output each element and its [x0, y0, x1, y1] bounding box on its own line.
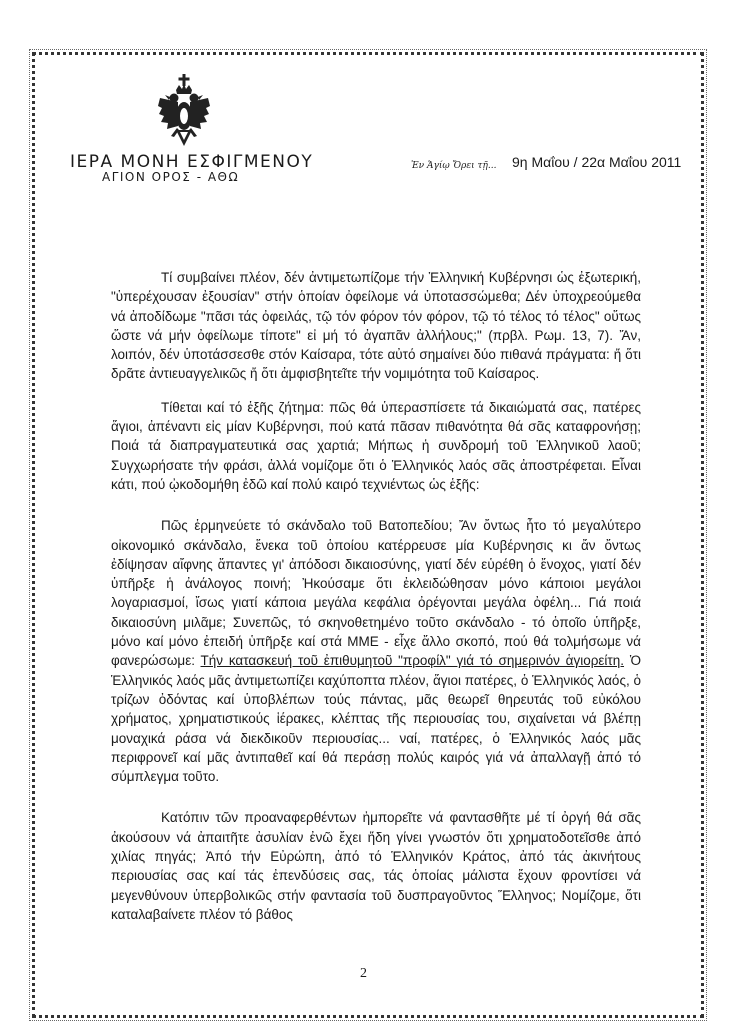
paragraph-3-text: Πῶς ἑρμηνεύετε τό σκάνδαλο τοῦ Βατοπεδίου; Ἄν ὄντως ἦτο τό μεγαλύτερο οἰκονομικό σκάνδαλο, ἕνεκα τοῦ ὁποίου κατέρρευσε μία Κυβέρνησις κι ἄν ὄντως ἐδίψησαν αἴφνης ἅπαντες γι' ἀπόδοσι δικαιοσύνης, γιατί δέν εὑρέθη ὁ ἔνοχος, γιατί δέν ὑπῆρξε ἡ ἀνάλογος ποινή; Ἠκούσαμε ὅτι ἐκλειδώθησαν μόνο κάποιοι μεγάλοι λογαριασμοί, ἴσως γιατί κάποια μεγάλα κεφάλια ὀρέγονται μεγάλα ὀφέλη... Γιά ποιά δικαιοσύνη μιλᾶμε; Συνεπῶς, τό σκηνοθετημένο τοῦτο σκάνδαλο - τό ὁποῖο ὑπῆρξε, μόνο καί μόνο ἐπειδή ὑπῆρξε καί στά ΜΜΕ - εἶχε ἄλλο σκοπό, πού θά τολμήσωμε νά φανερώσωμε: — [111, 518, 641, 669]
page-number: 2 — [360, 966, 367, 981]
letter-body — [111, 268, 641, 938]
date-prefix: Ἐν Ἁγίῳ Ὄρει τῇ... — [411, 161, 497, 171]
letter-date: 9η Μαΐου / 22α Μαΐου 2011 — [512, 154, 682, 170]
paragraph-3-continued: Ὁ Ἑλληνικός λαός μᾶς ἀντιμετωπίζει καχύποπτα πλέον, ἅγιοι πατέρες, ὁ Ἑλληνικός λαός, ὁ τρίζων ὀδόντας καί ὑποβλέπων τούς πάντας, μᾶς θεωρεῖ θηρευτάς τοῦ εὐκόλου χρήματος, χρηματιστικούς ἱέρακες, κλέπτας τῆς περιουσίας του, σιχαίνεται νά βλέπῃ μοναχικά ράσα νά διεκδικοῦν περιουσίας... ναί, πατέρες, ὁ Ἑλληνικός λαός μᾶς περιφρονεῖ καί μᾶς ἀντιπαθεῖ καί θά περάσῃ πολύς καιρός γιά νά ἀπαλλαγῇ ἀπό τό σύμπλεγμα τοῦτο. — [111, 653, 641, 785]
double-headed-eagle-emblem — [156, 72, 212, 152]
underlined-statement: Τήν κατασκευή τοῦ ἐπιθυμητοῦ "προφίλ" γιά τό σημερινόν ἁγιορείτη. — [200, 653, 625, 669]
monastery-location: ΑΓΙΟΝ ΟΡΟΣ - ΑΘΩ — [102, 170, 240, 184]
paragraph-3 — [111, 516, 641, 786]
paragraph-4: Κατόπιν τῶν προαναφερθέντων ἠμπορεῖτε νά φαντασθῆτε μέ τί ὀργή θά σᾶς ἀκούσουν νά ἀπαιτῆτε ἀσυλίαν ἐνῶ ἔχει ἤδη γίνει γνωστόν ὅτι χρηματοδοτεῖσθε ἀπό χιλίας πηγάς; Ἀπό τήν Εὐρώπη, ἀπό τό Ἑλληνικόν Κράτος, ἀπό τάς ἀκινήτους περιουσίας σας καί τάς ἐπενδύσεις σας, τάς ὁποίας μάλιστα ἔχουν φροντίσει νά μεγενθύνουν ὑπερβολικῶς στήν φαντασία τοῦ δυσπραγοῦντος Ἕλληνος; Νομίζομε, ὅτι καταλαβαίνετε πλέον τό βάθος — [111, 810, 641, 922]
paragraph-2: Τίθεται καί τό ἑξῆς ζήτημα: πῶς θά ὑπερασπίσετε τά δικαιώματά σας, πατέρες ἅγιοι, ἀπέναντι εἰς μίαν Κυβέρνησι, πού κατά πᾶσαν πιθανότητα θά σᾶς καταφρονήσῃ; Ποιά τά διαπραγματευτικά σας χαρτιά; Μήπως ἡ συνδρομή τοῦ Ἑλληνικοῦ λαοῦ; Συγχωρήσατε τήν φράσι, ἀλλά νομίζομε ὅτι ὁ Ἑλληνικός λαός σᾶς ἀποστρέφεται. Εἶναι κάτι, πού ᾠκοδομήθη ἐδῶ καί πολύ καιρό τεχνιέντως ὡς ἑξῆς: — [111, 399, 641, 492]
paragraph-1: Τί συμβαίνει πλέον, δέν ἀντιμετωπίζομε τήν Ἑλληνική Κυβέρνησι ὡς ἐξωτερική, "ὑπερέχουσαν ἐξουσίαν" στήν ὁποίαν ὀφείλομε νά ὑποτασσώμεθα; Δέν ὑποχρεούμεθα νά ἀποδίδωμε "πᾶσι τάς ὀφειλάς, τῷ τόν φόρον τόν φόρον, τῷ τό τέλος τό τέλος" οὕτως ὥστε νά μήν ὀφείλωμε τίποτε" εἰ μή τό ἀγαπᾶν ἀλλήλους;" (πρβλ. Ρωμ. 13, 7). Ἄν, λοιπόν, δέν ὑποτάσσεσθε στόν Καίσαρα, τότε αὐτό σημαίνει δύο πιθανά πράγματα: ἤ ὅτι δρᾶτε ἀντιευαγγελικῶς ἤ ὅτι ἀμφισβητεῖτε τήν νομιμότητα τοῦ Καίσαρος. — [111, 270, 641, 382]
monastery-name: ΙΕΡΑ ΜΟΝΗ ΕΣΦΙΓΜΕΝΟΥ — [70, 152, 314, 172]
